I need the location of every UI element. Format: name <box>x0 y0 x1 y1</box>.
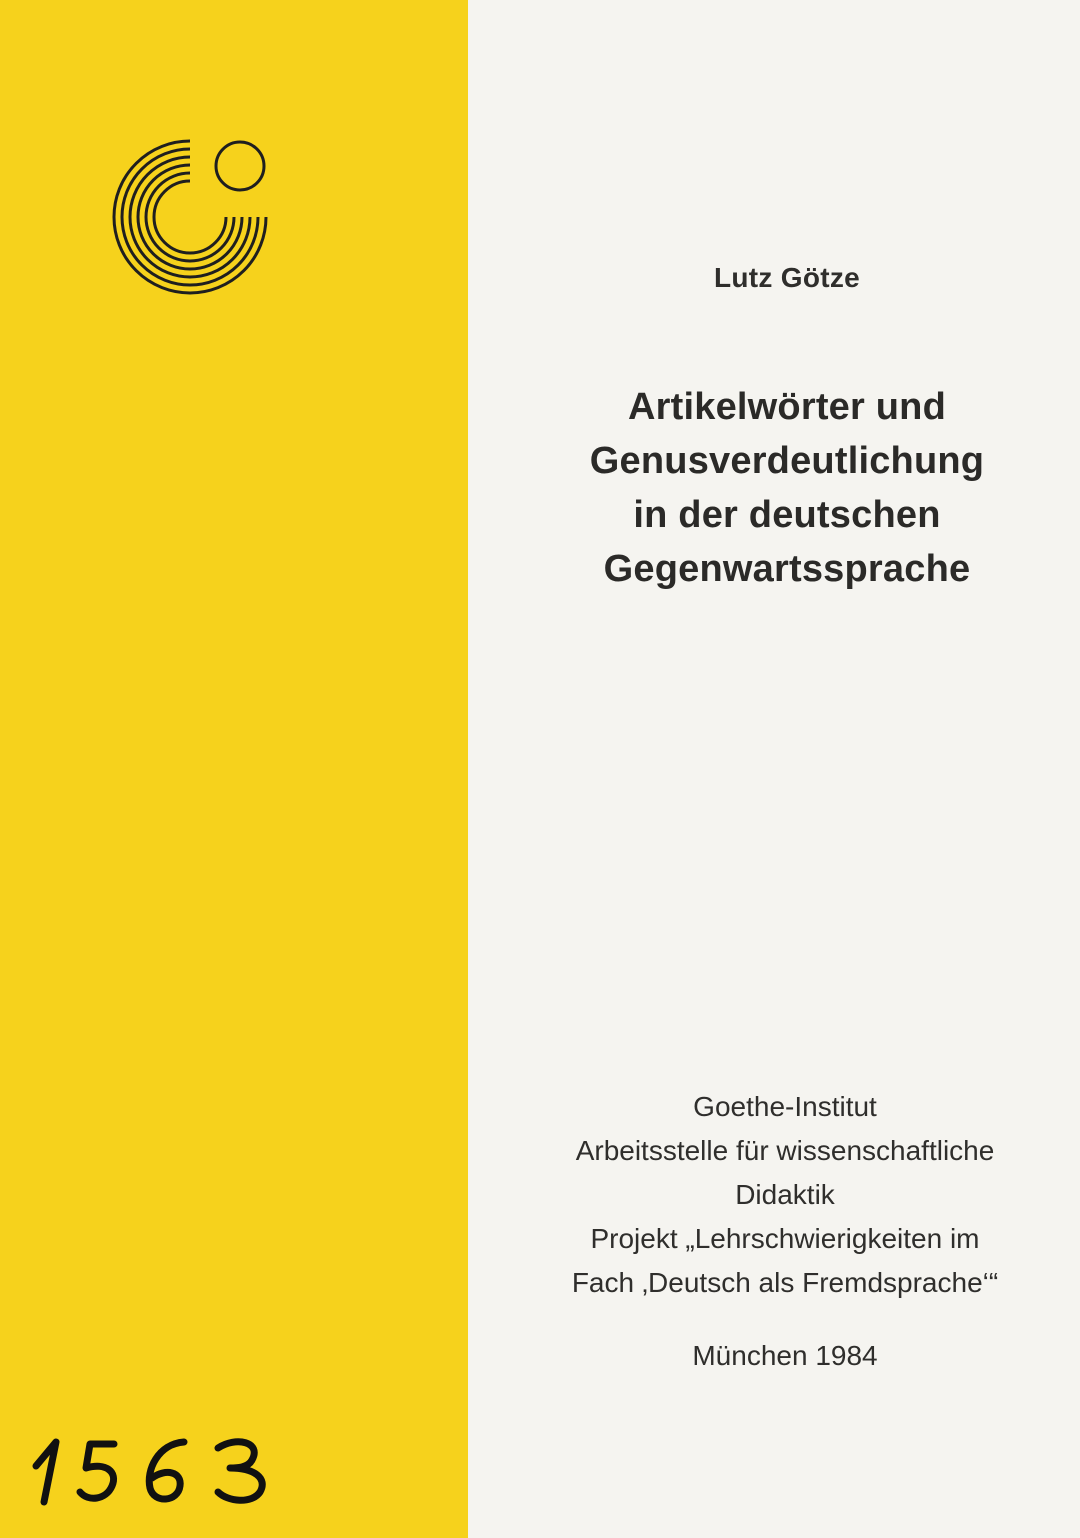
title-line: in der deutschen <box>633 494 941 536</box>
place-and-year: München 1984 <box>692 1340 878 1371</box>
publisher-line: Projekt „Lehrschwierigkeiten im <box>590 1223 980 1254</box>
author-name: Lutz Götze <box>713 262 861 293</box>
white-cover-panel <box>468 0 1080 1538</box>
goethe-institut-logo-icon <box>108 135 273 300</box>
title-line: Gegenwartssprache <box>603 548 971 590</box>
handwritten-shelf-number <box>22 1430 282 1510</box>
title-line: Genusverdeutlichung <box>589 440 985 482</box>
publisher-block <box>510 1085 1060 1305</box>
publisher-line: Arbeitsstelle für wissenschaftliche <box>575 1135 995 1166</box>
book-title <box>520 380 1054 596</box>
publisher-line: Didaktik <box>735 1179 835 1210</box>
publisher-line: Fach ‚Deutsch als Fremdsprache‘“ <box>571 1267 999 1298</box>
publisher-line: Goethe-Institut <box>693 1091 877 1122</box>
title-line: Artikelwörter und <box>628 386 946 428</box>
